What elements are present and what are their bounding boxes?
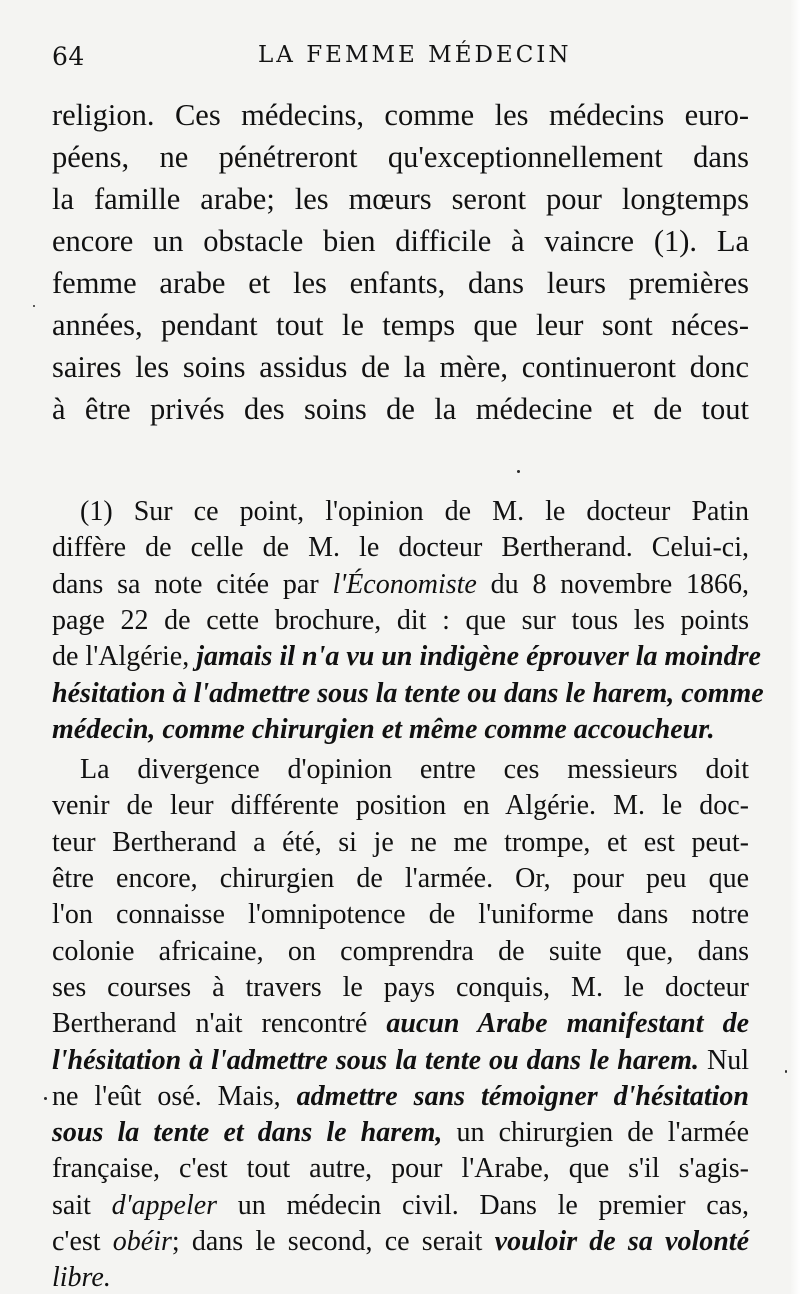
body-line: à être privés des soins de la médecine et de tout	[52, 392, 749, 426]
running-header	[52, 36, 752, 76]
footnote-text: ; dans le second, ce serait	[171, 1226, 495, 1257]
footnote-text: Bertherand n'ait rencontré	[52, 1008, 387, 1040]
page-number: 64	[52, 42, 85, 71]
footnote-line	[52, 1187, 749, 1224]
footnote-line	[52, 1150, 749, 1187]
footnote-text: page 22 de cette brochure, dit : que sur tous les points	[52, 604, 749, 636]
footnote-emphasis: l'Économiste	[332, 568, 477, 600]
footnote-text: (1) Sur ce point, l'opinion de M. le docteur Patin	[80, 496, 749, 527]
footnote-line	[52, 751, 749, 788]
footnote-line	[52, 933, 749, 970]
footnote-text: venir de leur différente position en Algérie. M. le doc-	[52, 790, 749, 822]
footnote-text: ses courses à travers le pays conquis, M. le docteur	[52, 971, 749, 1003]
footnote-line	[52, 529, 749, 566]
footnote-text: c'est	[52, 1226, 113, 1257]
footnote-line	[52, 1259, 749, 1294]
footnote-emphasis: l'hésitation à l'admettre sous la tente ou dans le harem.	[52, 1044, 699, 1076]
body-line: femme arabe et les enfants, dans leurs premières	[52, 266, 749, 300]
footnote-text: dans sa note citée par	[52, 568, 333, 600]
footnote-text: Nul	[698, 1044, 749, 1076]
footnote-emphasis: hésitation à l'admettre sous la tente ou dans le harem, comme	[52, 677, 764, 709]
footnote-line	[52, 675, 764, 712]
footnote-emphasis: aucun Arabe manifestant de	[386, 1008, 749, 1040]
footnote-text: un médecin civil. Dans le premier cas,	[217, 1189, 749, 1221]
footnote-emphasis: vouloir de sa volonté	[494, 1226, 750, 1257]
footnote-text: teur Bertherand a été, si je ne me trompe, et est peut-	[52, 826, 749, 858]
footnote-emphasis: libre.	[52, 1262, 111, 1294]
body-line: péens, ne pénétreront qu'exceptionnellement dans	[52, 140, 749, 174]
running-title: LA FEMME MÉDECIN	[258, 42, 572, 68]
scan-speck	[785, 1070, 787, 1073]
scan-speck	[44, 1097, 47, 1100]
footnote-text: de l'Algérie,	[52, 641, 197, 673]
footnote-text: du 8 novembre 1866,	[476, 568, 749, 600]
footnote-line	[52, 787, 749, 824]
footnote-line	[52, 824, 749, 861]
footnote-emphasis: obéir	[112, 1226, 172, 1257]
footnote-line	[52, 1078, 749, 1115]
footnote-line	[52, 493, 749, 530]
footnote-emphasis: jamais il n'a vu un indigène éprouver la moindre	[196, 641, 761, 673]
footnote-text: française, c'est tout autre, pour l'Arabe, que s'il s'agis-	[52, 1153, 749, 1185]
footnote-line	[52, 602, 749, 639]
footnote-emphasis: sous la tente et dans le harem,	[52, 1117, 443, 1149]
footnote-text: être encore, chirurgien de l'armée. Or, pour peu que	[52, 863, 749, 894]
scan-speck	[33, 305, 35, 307]
footnote-line	[52, 860, 749, 897]
body-line: encore un obstacle bien difficile à vaincre (1). La	[52, 224, 749, 258]
footnote-line	[52, 1114, 749, 1151]
footnote-line	[52, 896, 749, 933]
footnote-line	[52, 1042, 749, 1079]
footnote-emphasis: médecin, comme chirurgien et même comme accoucheur.	[52, 713, 715, 745]
body-line: années, pendant tout le temps que leur sont néces-	[52, 308, 749, 342]
page-edge	[790, 0, 800, 1294]
footnote-line	[52, 1223, 749, 1260]
body-line: la famille arabe; les mœurs seront pour longtemps	[52, 182, 749, 216]
footnote-line	[52, 638, 761, 675]
footnote-line	[52, 711, 749, 748]
footnote-text: un chirurgien de l'armée	[442, 1117, 749, 1149]
footnote-line	[52, 1005, 749, 1042]
body-line: saires les soins assidus de la mère, continueront donc	[52, 350, 749, 384]
scan-speck	[517, 470, 520, 473]
footnote-emphasis: admettre sans témoigner d'hésitation	[296, 1080, 749, 1112]
footnote-emphasis: d'appeler	[111, 1189, 218, 1221]
footnote-text: sait	[52, 1189, 112, 1221]
footnote-line	[52, 969, 749, 1006]
footnote-text: diffère de celle de M. le docteur Bertherand. Celui-ci,	[52, 532, 749, 564]
footnote-text: l'on connaisse l'omnipotence de l'uniforme dans notre	[52, 899, 749, 931]
footnote-text: colonie africaine, on comprendra de suite que, dans	[52, 935, 749, 967]
body-line: religion. Ces médecins, comme les médecins euro-	[52, 98, 749, 132]
footnote-line	[52, 566, 749, 603]
footnote-text: ne l'eût osé. Mais,	[52, 1080, 297, 1112]
footnote-text: La divergence d'opinion entre ces messieurs doit	[80, 754, 749, 786]
